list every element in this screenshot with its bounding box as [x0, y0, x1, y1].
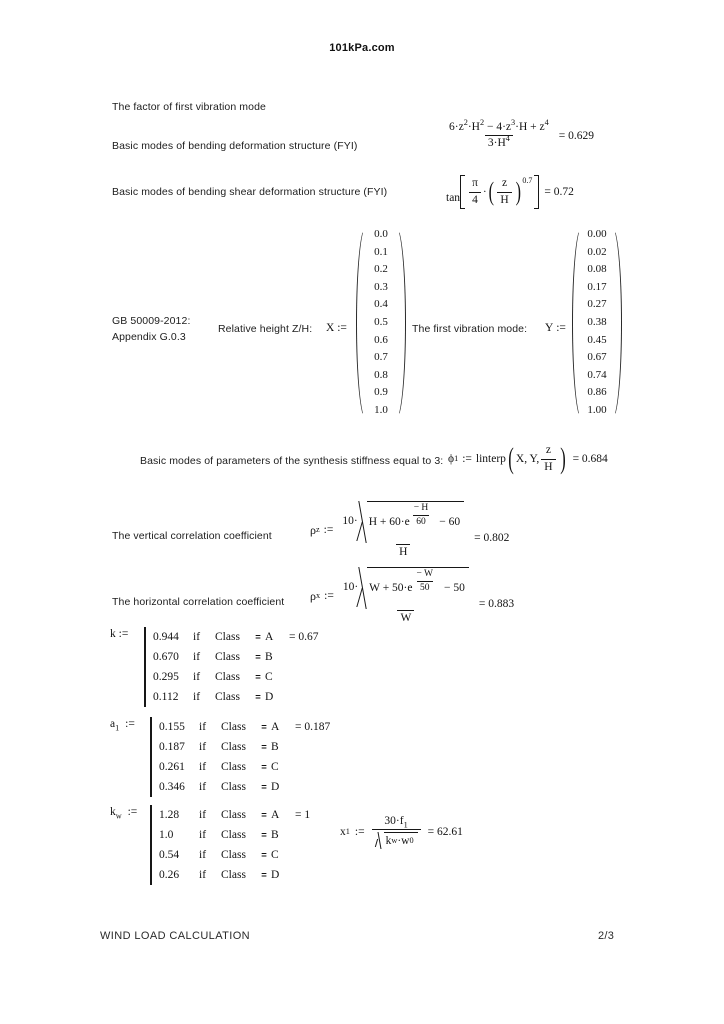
bending-num-c: − 4·z — [486, 121, 512, 133]
rho-x-exponent — [414, 569, 437, 594]
x1-den-a: k — [385, 834, 392, 847]
intro-label: The factor of first vibration mode — [112, 101, 266, 113]
bending-num-d-exp: 4 — [544, 118, 549, 128]
class-keyword: Class — [221, 809, 246, 821]
rho-z-result: = 0.802 — [474, 532, 510, 545]
x1-result: = 62.61 — [427, 826, 463, 839]
class-keyword: Class — [221, 849, 246, 861]
x1-formula: x 1 := $30\cdot f_1$ k w ·w 0 = 62.61 — [340, 815, 463, 849]
x-vector-assign — [326, 322, 347, 334]
bending-den-exp: 4 — [505, 134, 510, 144]
kw-class: B — [271, 829, 279, 841]
rho-x-coef: 10· — [342, 581, 359, 594]
bending-num-a-exp: 2 — [463, 118, 468, 128]
k-rows — [153, 627, 319, 707]
bending-num-a: 6·z — [449, 121, 464, 133]
y-vector-left-paren-icon — [572, 226, 583, 420]
radical-tick-icon — [358, 567, 367, 609]
rho-z-var: ρ — [310, 522, 316, 537]
synthesis-stiffness-label: Basic modes of parameters of the synthesis stiffness equal to 3: — [140, 455, 444, 467]
y-cell: 0.27 — [587, 298, 607, 311]
x-cell: 0.4 — [374, 298, 388, 311]
z-over-H — [497, 177, 511, 206]
horizontal-correlation-label: The horizontal correlation coefficient — [112, 596, 285, 608]
first-vibration-mode-label: The first vibration mode: — [412, 323, 528, 335]
z-symbol: z — [501, 177, 508, 190]
k-class: A — [265, 631, 274, 643]
y-cell: 0.74 — [587, 368, 607, 381]
bending-deformation-formula — [444, 118, 595, 150]
k-value: 0.295 — [153, 671, 179, 683]
y-cell: 0.86 — [587, 386, 607, 399]
if-keyword: if — [199, 869, 207, 881]
rho-z-fraction — [339, 501, 467, 559]
k-class: C — [265, 671, 273, 683]
program-vertical-bar — [150, 805, 152, 885]
y-cell: 0.08 — [587, 263, 607, 276]
bold-equals-icon: = — [261, 742, 267, 753]
bending-num-c-exp: 3 — [511, 118, 516, 128]
conditional-row — [159, 825, 310, 845]
k-result: = 0.67 — [289, 631, 319, 643]
y-vector — [572, 226, 622, 420]
rho-z-assign: := — [323, 524, 334, 537]
pi-over-four — [469, 177, 481, 206]
left-paren-icon: ( — [488, 177, 494, 206]
kw-program-block — [150, 805, 310, 885]
rho-x-radicand-a: W + 50·e — [369, 582, 413, 595]
rho-z-exp-num: − H — [413, 503, 429, 513]
square-bracket-group — [460, 175, 539, 209]
y-vector-assign — [545, 322, 566, 334]
conditional-row — [153, 687, 319, 707]
class-keyword: Class — [221, 721, 246, 733]
kw-class: C — [271, 849, 279, 861]
bold-equals-icon: = — [255, 692, 261, 703]
bold-equals-icon: = — [261, 830, 267, 841]
y-cell: 0.02 — [587, 245, 607, 258]
x1-radical: k w ·w 0 — [375, 832, 418, 849]
standard-reference-line1: GB 50009-2012: — [112, 315, 191, 327]
conditional-row — [159, 805, 310, 825]
kw-var: k — [110, 806, 116, 818]
conditional-row — [159, 717, 330, 737]
a1-class: C — [271, 761, 279, 773]
linterp-left-paren-icon: ( — [508, 442, 514, 475]
bold-equals-icon: = — [255, 672, 261, 683]
bold-equals-icon: = — [261, 870, 267, 881]
rho-z-radicand-b: − 60 — [439, 516, 461, 529]
x-vector-left-paren-icon — [356, 226, 367, 420]
vertical-correlation-label: The vertical correlation coefficient — [112, 530, 272, 542]
y-cell: 1.00 — [587, 403, 607, 416]
conditional-row — [159, 737, 330, 757]
kw-var-sub: w — [115, 811, 122, 821]
bold-equals-icon: = — [261, 762, 267, 773]
conditional-row — [153, 667, 319, 687]
y-vector-assign-op: := — [556, 322, 566, 334]
k-var: k — [110, 628, 116, 640]
rho-x-radical — [358, 567, 469, 609]
linterp-frac-den: H — [541, 459, 555, 474]
bending-num-b: ·H — [467, 121, 480, 133]
class-keyword: Class — [215, 651, 240, 663]
kw-class: D — [271, 869, 280, 881]
x1-num: 30·f — [384, 815, 404, 827]
conditional-row — [159, 865, 310, 885]
k-value: 0.670 — [153, 651, 179, 663]
rho-x-exp-den: 50 — [417, 581, 433, 594]
bending-num-d: ·H + z — [515, 121, 545, 133]
rho-x-formula: ρ x := 10· W + 50·e $\frac{- W}{50}$ − 50 W = 0.883 — [310, 569, 515, 624]
k-class: D — [265, 691, 274, 703]
class-keyword: Class — [221, 781, 246, 793]
pi-symbol: π — [472, 177, 478, 190]
program-vertical-bar — [150, 717, 152, 797]
tan-function: tan — [446, 192, 461, 204]
x-vector-name: X — [326, 322, 335, 334]
radical-tick-icon — [358, 501, 367, 543]
rho-x-radicand-b: − 50 — [444, 582, 465, 595]
four: 4 — [469, 192, 481, 207]
x1-den-dot: ·w — [397, 834, 410, 847]
footer-page-number: 2/3 — [598, 930, 615, 942]
shear-exponent: 0.7 — [522, 176, 533, 185]
x-vector-assign-op: := — [337, 322, 347, 334]
rho-x-assign: := — [324, 590, 334, 603]
kw-value: 1.0 — [159, 829, 174, 841]
bold-equals-icon: = — [255, 632, 261, 643]
if-keyword: if — [199, 761, 207, 773]
y-cell: 0.17 — [587, 280, 607, 293]
x1-assign: := — [354, 826, 365, 839]
linterp-args: X, Y, — [515, 453, 540, 465]
kw-value: 1.28 — [159, 809, 180, 821]
multiply-dot: · — [482, 186, 487, 198]
y-cell: 0.00 — [587, 228, 607, 240]
x-cell: 0.9 — [374, 386, 388, 399]
program-vertical-bar — [144, 627, 146, 707]
bending-shear-result: = 0.72 — [544, 186, 574, 198]
kw-rows — [159, 805, 310, 885]
z-over-H-arg — [541, 444, 555, 473]
relative-height-label: Relative height Z/H: — [218, 323, 313, 335]
rho-z-formula: ρ z := 10· H + 60·e $\frac{- H}{60}$ − 60 H = 0.802 — [310, 503, 510, 558]
k-class: B — [265, 651, 273, 663]
if-keyword: if — [199, 849, 207, 861]
x-cell: 1.0 — [374, 403, 388, 416]
k-program-block — [144, 627, 319, 707]
y-cell: 0.38 — [587, 315, 607, 328]
a1-value: 0.155 — [159, 721, 185, 733]
phi1-assign: := — [462, 453, 472, 465]
x1-num-sub: 1 — [403, 820, 408, 830]
H-symbol: H — [497, 192, 511, 207]
kw-value: 0.54 — [159, 849, 180, 861]
kw-class: A — [271, 809, 280, 821]
a1-program-block — [150, 717, 330, 797]
class-keyword: Class — [221, 741, 246, 753]
class-keyword: Class — [221, 761, 246, 773]
bold-equals-icon: = — [255, 652, 261, 663]
kw-result: = 1 — [295, 809, 311, 821]
bending-shear-formula — [446, 175, 574, 209]
right-paren-icon: ) — [515, 177, 521, 206]
if-keyword: if — [199, 721, 207, 733]
x-cell: 0.5 — [374, 315, 388, 328]
y-cell: 0.45 — [587, 333, 607, 346]
if-keyword: if — [193, 651, 201, 663]
x-vector — [356, 226, 406, 420]
bold-equals-icon: = — [261, 850, 267, 861]
x-cell: 0.6 — [374, 333, 388, 346]
if-keyword: if — [193, 671, 201, 683]
bold-equals-icon: = — [261, 810, 267, 821]
footer-document-title: WIND LOAD CALCULATION — [100, 930, 250, 942]
conditional-row — [159, 777, 330, 797]
x-cell: 0.1 — [374, 245, 388, 258]
x-vector-right-paren-icon — [395, 226, 406, 420]
if-keyword: if — [199, 829, 207, 841]
a1-result: = 0.187 — [295, 721, 331, 733]
x-cell: 0.3 — [374, 280, 388, 293]
if-keyword: if — [199, 781, 207, 793]
x1-var: x — [340, 826, 346, 839]
x-cell: 0.7 — [374, 351, 388, 364]
bending-result: = 0.629 — [558, 129, 595, 142]
y-cell: 0.67 — [587, 351, 607, 364]
a1-class: A — [271, 721, 280, 733]
x-cell: 0.0 — [374, 228, 388, 240]
conditional-row — [159, 757, 330, 777]
class-keyword: Class — [215, 691, 240, 703]
x-cell: 0.8 — [374, 368, 388, 381]
k-value: 0.944 — [153, 631, 179, 643]
a1-rows — [159, 717, 330, 797]
rho-z-den: H — [396, 544, 410, 559]
class-keyword: Class — [215, 671, 240, 683]
bracket-right — [534, 175, 539, 209]
bending-shear-label: Basic modes of bending shear deformation structure (FYI) — [112, 186, 388, 198]
class-keyword: Class — [221, 869, 246, 881]
rho-x-exp-num: − W — [416, 569, 434, 579]
rho-z-exponent — [411, 503, 432, 528]
phi1-var: ϕ — [448, 453, 455, 465]
conditional-block-a1 — [110, 717, 330, 797]
a1-value: 0.346 — [159, 781, 185, 793]
bold-equals-icon: = — [261, 782, 267, 793]
rho-z-coef: 10· — [342, 515, 358, 528]
linterp-function: linterp — [475, 453, 506, 465]
bending-deformation-label: Basic modes of bending deformation structure (FYI) — [112, 140, 358, 152]
rho-x-den: W — [397, 610, 414, 625]
bending-fraction — [446, 118, 552, 150]
phi1-result: = 0.684 — [572, 453, 608, 465]
linterp-right-paren-icon: ) — [559, 442, 566, 475]
rho-x-var: ρ — [310, 588, 316, 603]
a1-class: B — [271, 741, 279, 753]
phi1-formula: ϕ 1 := linterp ( X, Y, $\frac{z}{H}$ ) = 0.684 — [448, 442, 608, 475]
a1-assign: := — [125, 718, 135, 730]
x1-fraction — [372, 815, 421, 849]
rho-z-radicand-a: H + 60·e — [368, 516, 410, 529]
if-keyword: if — [199, 741, 207, 753]
y-vector-right-paren-icon — [611, 226, 622, 420]
radical-tick-icon — [375, 832, 384, 849]
rho-z-exp-den: 60 — [413, 515, 429, 528]
k-value: 0.112 — [153, 691, 179, 703]
conditional-block-kw — [110, 805, 310, 885]
if-keyword: if — [193, 631, 201, 643]
a1-class: D — [271, 781, 280, 793]
site-watermark-header: 101kPa.com — [329, 42, 395, 54]
class-keyword: Class — [215, 631, 240, 643]
conditional-row — [159, 845, 310, 865]
x-cell: 0.2 — [374, 263, 388, 276]
if-keyword: if — [193, 691, 201, 703]
standard-reference-line2: Appendix G.0.3 — [112, 331, 186, 343]
kw-value: 0.26 — [159, 869, 180, 881]
if-keyword: if — [199, 809, 207, 821]
linterp-frac-num: z — [545, 444, 551, 457]
bending-num-b-exp: 2 — [479, 118, 485, 128]
rho-x-result: = 0.883 — [478, 598, 515, 611]
rho-x-fraction — [340, 567, 472, 625]
y-vector-name: Y — [545, 322, 554, 334]
k-assign: := — [118, 628, 129, 640]
bold-equals-icon: = — [261, 722, 267, 733]
rho-z-radical — [358, 501, 464, 543]
conditional-row — [153, 647, 319, 667]
a1-var-sub: 1 — [115, 723, 120, 733]
class-keyword: Class — [221, 829, 246, 841]
a1-value: 0.187 — [159, 741, 185, 753]
a1-var: a — [110, 718, 116, 730]
conditional-block-k — [110, 627, 319, 707]
conditional-row — [153, 627, 319, 647]
a1-value: 0.261 — [159, 761, 185, 773]
kw-assign: := — [127, 806, 138, 818]
bending-den: 3·H — [487, 137, 506, 150]
